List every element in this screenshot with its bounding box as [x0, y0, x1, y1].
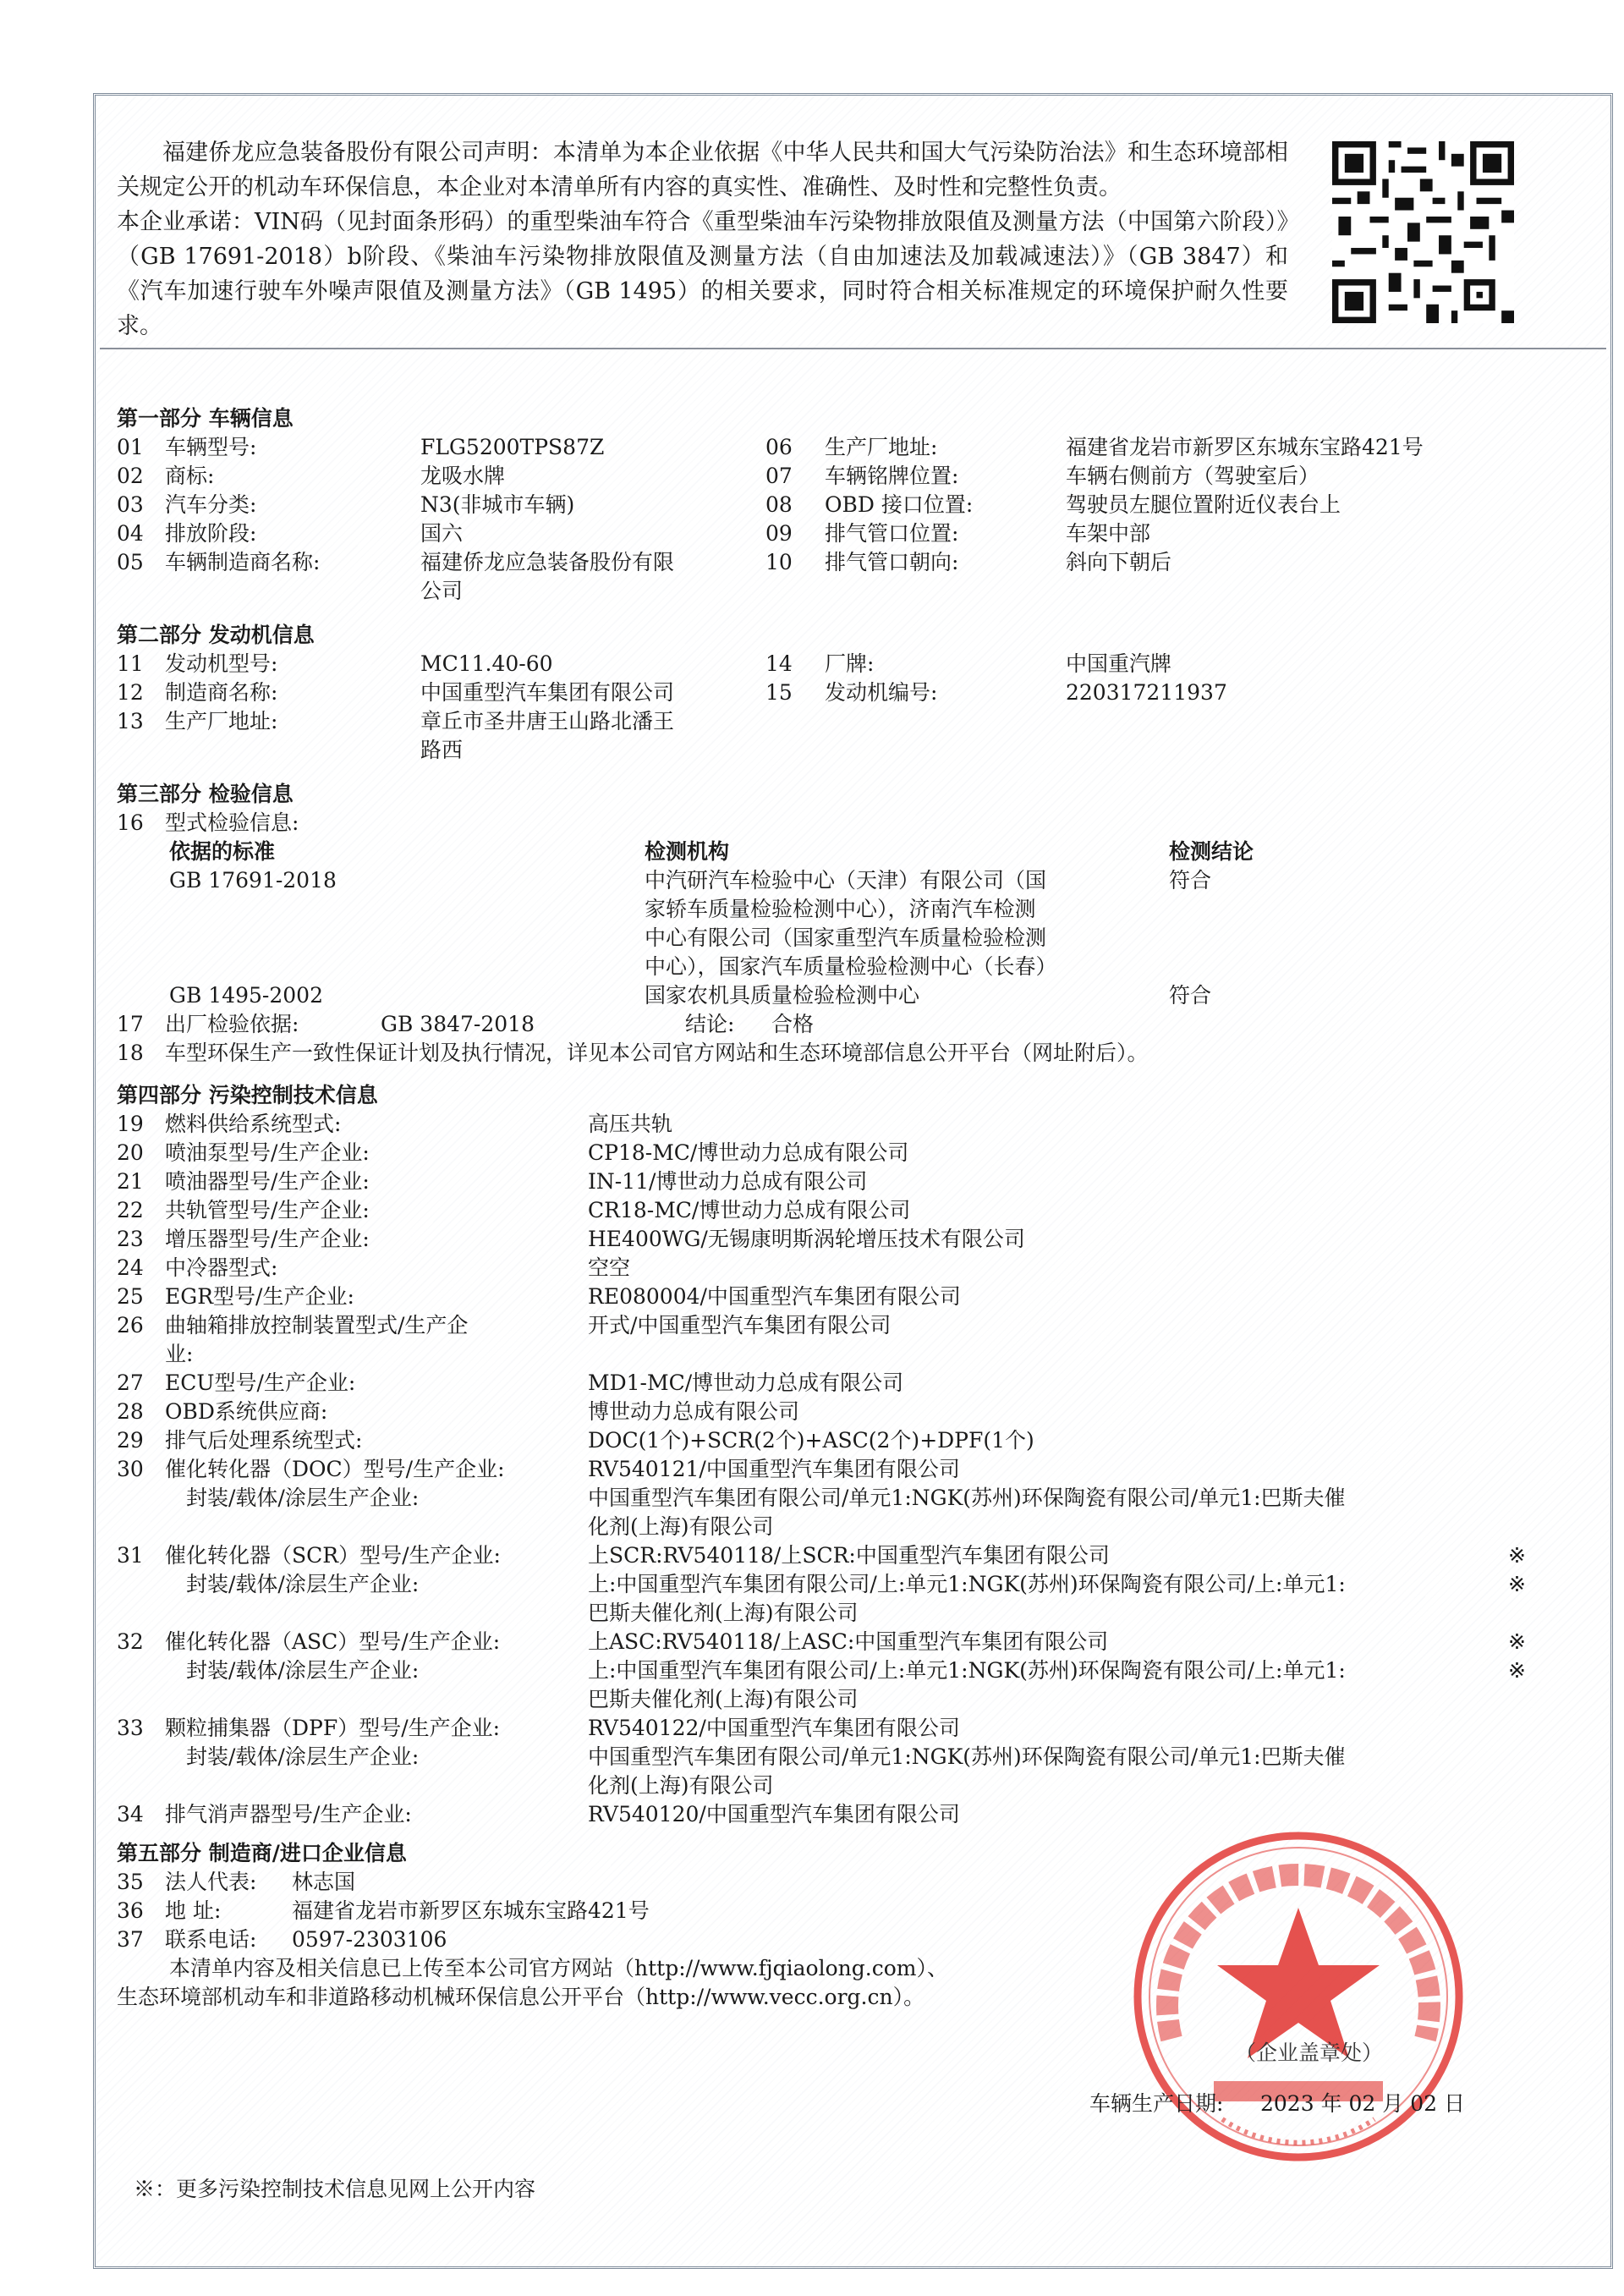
field-label: 共轨管型号/生产企业:	[165, 1198, 370, 1222]
row-number: 13	[117, 709, 144, 733]
field-label: 制造商名称:	[165, 680, 278, 705]
field-sublabel: 封装/载体/涂层生产企业:	[186, 1744, 420, 1769]
upload-note-line1: 本清单内容及相关信息已上传至本公司官方网站（http://www.fjqiaolong.com）、	[169, 1956, 948, 1980]
part5-title: 第五部分 制造商/进口企业信息	[117, 1841, 407, 1865]
row-number: 32	[117, 1629, 144, 1654]
field-label: 型式检验信息:	[165, 810, 299, 835]
factory-address-value: 福建省龙岩市新罗区东城东宝路421号	[1066, 435, 1424, 459]
row-number: 03	[117, 492, 144, 517]
test-standard: GB 1495-2002	[169, 983, 323, 1008]
field-label: 排气管口朝向:	[825, 550, 959, 574]
test-org-line: 家轿车质量检验检测中心），济南汽车检测	[645, 897, 1036, 921]
phone-value: 0597-2303106	[292, 1927, 447, 1952]
row-number: 30	[117, 1457, 144, 1481]
conclusion-label: 结论:	[685, 1012, 735, 1036]
row-number: 23	[117, 1227, 144, 1251]
brand-value: 龙吸水牌	[420, 464, 506, 488]
row-number: 18	[117, 1041, 144, 1065]
field-subvalue: 巴斯夫催化剂(上海)有限公司	[588, 1687, 859, 1711]
field-value: CP18-MC/博世动力总成有限公司	[588, 1140, 909, 1165]
field-value: RV540122/中国重型汽车集团有限公司	[588, 1716, 960, 1740]
row-number: 16	[117, 810, 144, 835]
header-statement	[117, 135, 1288, 343]
row-number: 15	[765, 680, 793, 705]
field-label: 联系电话:	[165, 1927, 257, 1952]
production-date-value: 2023 年 02 月 02 日	[1260, 2091, 1465, 2116]
field-label: 发动机编号:	[825, 680, 938, 705]
field-subvalue: 中国重型汽车集团有限公司/单元1:NGK(苏州)环保陶瓷有限公司/单元1:巴斯夫催	[588, 1744, 1346, 1769]
factory-inspection-value: GB 3847-2018	[381, 1012, 535, 1036]
row-number: 36	[117, 1898, 144, 1923]
row-number: 28	[117, 1399, 144, 1424]
exhaust-position-value: 车架中部	[1066, 521, 1151, 546]
field-label: 颗粒捕集器（DPF）型号/生产企业:	[165, 1716, 501, 1740]
row-number: 27	[117, 1370, 144, 1395]
emission-stage-value: 国六	[420, 521, 464, 546]
row-number: 35	[117, 1870, 144, 1894]
row-number: 22	[117, 1198, 144, 1222]
field-label: 法人代表:	[165, 1870, 257, 1894]
row-number: 34	[117, 1802, 144, 1826]
engine-factory-address-cont: 路西	[420, 738, 464, 762]
engine-number-value: 220317211937	[1066, 680, 1227, 705]
field-label: 车辆铭牌位置:	[825, 464, 959, 488]
field-label: 车辆制造商名称:	[165, 550, 321, 574]
field-label: 增压器型号/生产企业:	[165, 1227, 370, 1251]
field-subvalue: 上:中国重型汽车集团有限公司/上:单元1:NGK(苏州)环保陶瓷有限公司/上:单元1:	[588, 1572, 1346, 1596]
row-number: 33	[117, 1716, 144, 1740]
row-number: 08	[765, 492, 793, 517]
field-sublabel: 封装/载体/涂层生产企业:	[186, 1486, 420, 1510]
address-value: 福建省龙岩市新罗区东城东宝路421号	[292, 1898, 650, 1923]
row-number: 01	[117, 435, 144, 459]
field-value: RE080004/中国重型汽车集团有限公司	[588, 1284, 961, 1309]
obd-position-value: 驾驶员左腿位置附近仪表台上	[1066, 492, 1341, 517]
test-org-line: 中心有限公司（国家重型汽车质量检验检测	[645, 926, 1047, 950]
field-label: 发动机型号:	[165, 651, 278, 676]
test-org-line: 中心），国家汽车质量检验检测中心（长春）	[645, 954, 1057, 979]
field-label: 喷油器型号/生产企业:	[165, 1169, 370, 1194]
engine-brand-value: 中国重汽牌	[1066, 651, 1172, 676]
field-value: 开式/中国重型汽车集团有限公司	[588, 1313, 892, 1338]
field-label: 催化转化器（SCR）型号/生产企业:	[165, 1543, 501, 1568]
field-label: 喷油泵型号/生产企业:	[165, 1140, 370, 1165]
field-label: OBD系统供应商:	[165, 1399, 328, 1424]
row-number: 25	[117, 1284, 144, 1309]
row-number: 37	[117, 1927, 144, 1952]
engine-manufacturer-value: 中国重型汽车集团有限公司	[420, 680, 675, 705]
field-label: 排气消声器型号/生产企业:	[165, 1802, 412, 1826]
row-number: 29	[117, 1428, 144, 1453]
field-label: 曲轴箱排放控制装置型式/生产企	[165, 1313, 469, 1338]
row-number: 14	[765, 651, 793, 676]
row-number: 09	[765, 521, 793, 546]
category-value: N3(非城市车辆)	[420, 492, 575, 517]
engine-model-value: MC11.40-60	[420, 651, 553, 676]
qr-code-icon	[1332, 141, 1514, 323]
field-subvalue: 化剂(上海)有限公司	[588, 1773, 774, 1798]
field-label: OBD 接口位置:	[825, 492, 974, 517]
field-label: 车辆型号:	[165, 435, 257, 459]
upload-note-line2: 生态环境部机动车和非道路移动机械环保信息公开平台（http://www.vecc.org.cn）。	[117, 1985, 925, 2009]
field-value: 空空	[588, 1255, 631, 1280]
field-value: MD1-MC/博世动力总成有限公司	[588, 1370, 904, 1395]
field-value: HE400WG/无锡康明斯涡轮增压技术有限公司	[588, 1227, 1025, 1251]
row-number: 05	[117, 550, 144, 574]
reference-mark: ※	[1508, 1543, 1526, 1568]
row-number: 19	[117, 1112, 144, 1136]
part4-title: 第四部分 污染控制技术信息	[117, 1083, 378, 1107]
field-label-cont: 业:	[165, 1342, 194, 1366]
vehicle-model-value: FLG5200TPS87Z	[420, 435, 605, 459]
field-value: 上SCR:RV540118/上SCR:中国重型汽车集团有限公司	[588, 1543, 1110, 1568]
test-standard: GB 17691-2018	[169, 868, 337, 893]
field-value: 上ASC:RV540118/上ASC:中国重型汽车集团有限公司	[588, 1629, 1109, 1654]
row-number: 02	[117, 464, 144, 488]
field-label: 生产厂地址:	[825, 435, 938, 459]
row-number: 20	[117, 1140, 144, 1165]
nameplate-position-value: 车辆右侧前方（驾驶室后）	[1066, 464, 1320, 488]
part3-title: 第三部分 检验信息	[117, 782, 294, 806]
row-number: 26	[117, 1313, 144, 1338]
field-label: 厂牌:	[825, 651, 875, 676]
reference-mark: ※	[1508, 1572, 1526, 1596]
legal-rep-value: 林志国	[292, 1870, 356, 1894]
row-number: 24	[117, 1255, 144, 1280]
field-value: RV540121/中国重型汽车集团有限公司	[588, 1457, 960, 1481]
manufacturer-value: 福建侨龙应急装备股份有限	[420, 550, 675, 574]
header-divider	[100, 348, 1606, 349]
row-number: 10	[765, 550, 793, 574]
reference-mark: ※	[1508, 1658, 1526, 1683]
field-value: 博世动力总成有限公司	[588, 1399, 800, 1424]
exhaust-direction-value: 斜向下朝后	[1066, 550, 1172, 574]
row-number: 12	[117, 680, 144, 705]
field-label: 地 址:	[165, 1898, 222, 1923]
row-number: 11	[117, 651, 144, 676]
test-org-line: 国家农机具质量检验检测中心	[645, 983, 920, 1008]
row-number: 21	[117, 1169, 144, 1194]
field-value: 高压共轨	[588, 1112, 673, 1136]
field-label: 生产厂地址:	[165, 709, 278, 733]
row-number: 04	[117, 521, 144, 546]
manufacturer-value-cont: 公司	[420, 579, 464, 603]
row-number: 31	[117, 1543, 144, 1568]
field-subvalue: 中国重型汽车集团有限公司/单元1:NGK(苏州)环保陶瓷有限公司/单元1:巴斯夫催	[588, 1486, 1346, 1510]
field-sublabel: 封装/载体/涂层生产企业:	[186, 1572, 420, 1596]
footnote: ※：更多污染控制技术信息见网上公开内容	[134, 2177, 536, 2201]
engine-factory-address-value: 章丘市圣井唐王山路北潘王	[420, 709, 675, 733]
field-value: RV540120/中国重型汽车集团有限公司	[588, 1802, 960, 1826]
field-sublabel: 封装/载体/涂层生产企业:	[186, 1658, 420, 1683]
field-label: 中冷器型式:	[165, 1255, 278, 1280]
test-result: 符合	[1169, 983, 1212, 1008]
field-value: CR18-MC/博世动力总成有限公司	[588, 1198, 911, 1222]
field-label: EGR型号/生产企业:	[165, 1284, 354, 1309]
field-label: 商标:	[165, 464, 215, 488]
result-header: 检测结论	[1169, 839, 1254, 864]
stamp-placeholder-label: （企业盖章处）	[1235, 2041, 1384, 2065]
field-value: DOC(1个)+SCR(2个)+ASC(2个)+DPF(1个)	[588, 1428, 1034, 1453]
test-org-line: 中汽研汽车检验中心（天津）有限公司（国	[645, 868, 1047, 893]
org-header: 检测机构	[645, 839, 730, 864]
field-label: 催化转化器（DOC）型号/生产企业:	[165, 1457, 505, 1481]
field-label: 催化转化器（ASC）型号/生产企业:	[165, 1629, 501, 1654]
conclusion-value: 合格	[771, 1012, 815, 1036]
row-number: 17	[117, 1012, 144, 1036]
row-number: 06	[765, 435, 793, 459]
row-number: 07	[765, 464, 793, 488]
field-label: ECU型号/生产企业:	[165, 1370, 356, 1395]
field-label: 出厂检验依据:	[165, 1012, 299, 1036]
statement-text: 福建侨龙应急装备股份有限公司声明：本清单为本企业依据《中华人民共和国大气污染防治法》和生态环境部相关规定公开的机动车环保信息，本企业对本清单所有内容的真实性、准确性、及时性和完整性负责。	[117, 140, 1288, 200]
test-result: 符合	[1169, 868, 1212, 893]
field-label: 排气管口位置:	[825, 521, 959, 546]
field-label: 排气后处理系统型式:	[165, 1428, 363, 1453]
standard-header: 依据的标准	[169, 839, 276, 864]
consistency-text: 车型环保生产一致性保证计划及执行情况，详见本公司官方网站和生态环境部信息公开平台（网址附后）。	[165, 1041, 1149, 1065]
field-label: 汽车分类:	[165, 492, 257, 517]
reference-mark: ※	[1508, 1629, 1526, 1654]
field-subvalue: 巴斯夫催化剂(上海)有限公司	[588, 1601, 859, 1625]
field-subvalue: 上:中国重型汽车集团有限公司/上:单元1:NGK(苏州)环保陶瓷有限公司/上:单元1:	[588, 1658, 1346, 1683]
field-value: IN-11/博世动力总成有限公司	[588, 1169, 868, 1194]
commitment-text: 本企业承诺：VIN码（见封面条形码）的重型柴油车符合《重型柴油车污染物排放限值及测量方法（中国第六阶段）》（GB 17691-2018）b阶段、《柴油车污染物排放限值及测量方法（自由加速法及加载减速法）》（GB 3847）和《汽车加速行驶车外噪声限值及测量方法》（GB 1495）的相关要求，同时符合相关标准规定的环境保护耐久性要求。	[117, 209, 1288, 339]
field-subvalue: 化剂(上海)有限公司	[588, 1514, 774, 1539]
field-label: 燃料供给系统型式:	[165, 1112, 342, 1136]
part1-title: 第一部分 车辆信息	[117, 406, 294, 431]
part2-title: 第二部分 发动机信息	[117, 623, 315, 647]
production-date-label: 车辆生产日期:	[1089, 2091, 1224, 2116]
field-label: 排放阶段:	[165, 521, 257, 546]
